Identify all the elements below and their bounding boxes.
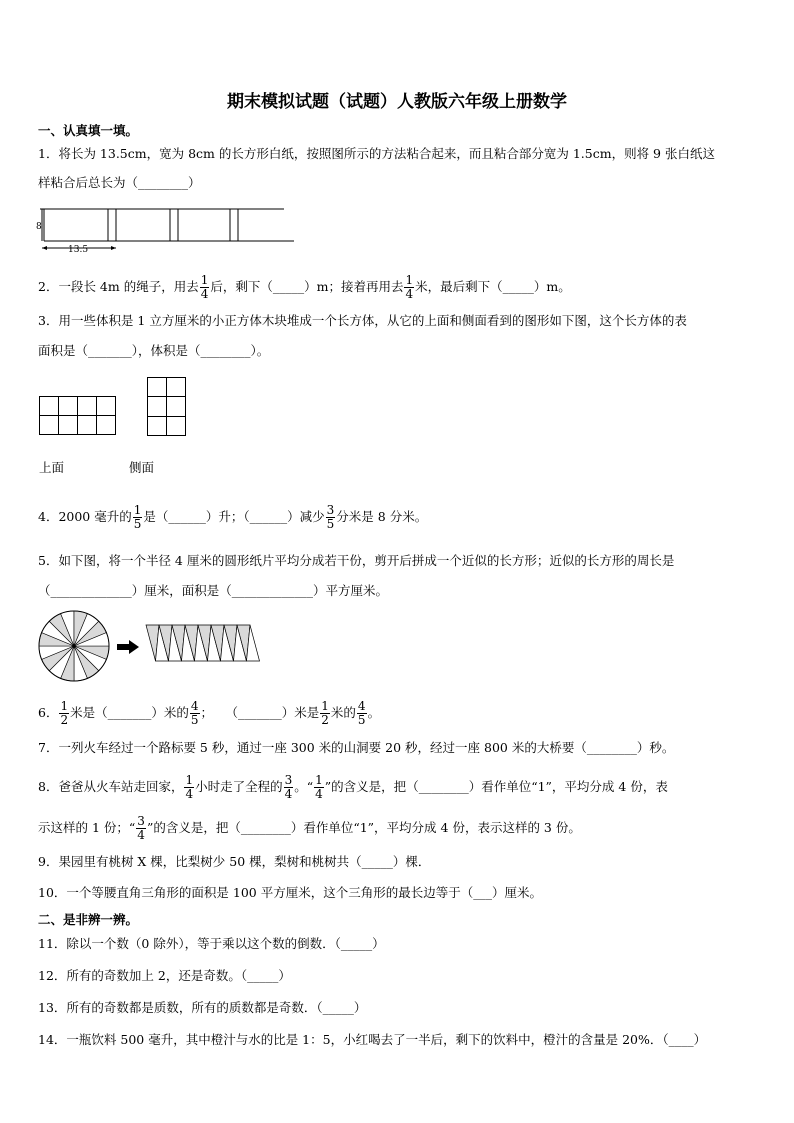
q8-text-b: 小时走了全程的: [195, 779, 283, 794]
section-2-heading: 二、是非辨一辨。: [38, 912, 139, 927]
rearranged-rectangle-figure: [144, 623, 260, 663]
circle-sector-figure: [36, 608, 116, 688]
question-5-line-2: （_____________）厘米，面积是（_____________）平方厘米。: [38, 583, 389, 598]
q8-text-c: 。“: [294, 779, 314, 794]
q8-text-a: 8．爸爸从火车站走回家，: [38, 779, 184, 794]
arrow-icon: [117, 640, 141, 654]
q4-text-a: 4．2000 毫升的: [38, 509, 132, 524]
q8-text-f: ”的含义是，把（________）看作单位“1”，平均分成 4 份，表示这样的 3 份。: [146, 820, 581, 835]
question-3-line-2: 面积是（_______），体积是（________）。: [38, 343, 270, 358]
fraction: $\frac{3}{4}$: [284, 773, 293, 801]
fraction: $\frac{1}{4}$: [315, 773, 323, 801]
q8-text-e: 示这样的 1 份；“: [38, 820, 136, 835]
question-4: [38, 504, 427, 531]
page-title: 期末模拟试题（试题）人教版六年级上册数学: [227, 92, 567, 112]
q6-text-b: 米是（_______）米的: [70, 705, 189, 720]
fraction: $\frac{1}{5}$: [133, 503, 142, 531]
paper-strips-figure: [36, 205, 296, 255]
fraction: $\frac{4}{5}$: [190, 699, 199, 727]
fraction: $\frac{3}{4}$: [137, 814, 145, 842]
question-7: 7．一列火车经过一个路标要 5 秒，通过一座 300 米的山洞要 20 秒，经过一座 800 米的大桥要（________）秒。: [38, 740, 675, 755]
q2-text-a: 2．一段长 4m 的绳子，用去: [38, 279, 199, 294]
q6-text-c: ； （_______）米是: [200, 705, 320, 720]
side-view-grid: [147, 377, 189, 439]
question-2: [38, 274, 571, 301]
q8-text-d: ”的含义是，把（________）看作单位“1”，平均分成 4 份，表: [324, 779, 668, 794]
fraction: $\frac{3}{5}$: [326, 503, 335, 531]
question-10: 10．一个等腰直角三角形的面积是 100 平方厘米，这个三角形的最长边等于（___）厘米。: [38, 885, 542, 900]
question-14: 14．一瓶饮料 500 毫升，其中橙汁与水的比是 1：5，小红喝去了一半后，剩下的饮料中，橙汁的含量是 20%．（____）: [38, 1032, 707, 1047]
q6-text-d: 米的: [330, 705, 356, 720]
question-8-line-2: [38, 815, 581, 842]
q4-text-c: 分米是 8 分米。: [336, 509, 428, 524]
fraction: $\frac{4}{5}$: [357, 699, 366, 727]
figure-height-label: 8: [36, 222, 42, 232]
question-8-line-1: [38, 774, 668, 801]
top-view-grid: [39, 396, 119, 436]
q2-text-b: 后，剩下（_____）m；接着再用去: [210, 279, 404, 294]
question-12: 12．所有的奇数加上 2，还是奇数。（_____）: [38, 968, 291, 983]
q4-text-b: 是（______）升；（______）减少: [143, 509, 325, 524]
fraction: $\frac{1}{2}$: [321, 699, 329, 727]
q6-text-a: 6．: [38, 705, 59, 720]
fraction: $\frac{1}{2}$: [60, 699, 69, 727]
side-view-caption: 侧面: [129, 460, 155, 475]
question-6: [38, 700, 380, 727]
q2-text-c: 米，最后剩下（_____）m。: [415, 279, 571, 294]
fraction: $\frac{1}{4}$: [405, 273, 414, 301]
section-1-heading: 一、认真填一填。: [38, 123, 139, 138]
q6-text-e: 。: [367, 705, 381, 720]
question-5-line-1: 5．如下图，将一个半径 4 厘米的圆形纸片平均分成若干份，剪开后拼成一个近似的长方形；近似的长方形的周长是: [38, 553, 675, 568]
question-13: 13．所有的奇数都是质数，所有的质数都是奇数．（_____）: [38, 1000, 367, 1015]
question-1-line-1: 1．将长为 13.5cm，宽为 8cm 的长方形白纸，按照图所示的方法粘合起来，而且粘合部分宽为 1.5cm，则将 9 张白纸这: [38, 146, 715, 161]
question-1-line-2: 样粘合后总长为（________）: [38, 175, 201, 190]
fraction: $\frac{1}{4}$: [185, 773, 194, 801]
top-view-caption: 上面: [39, 460, 65, 475]
question-3-line-1: 3．用一些体积是 1 立方厘米的小正方体木块堆成一个长方体，从它的上面和侧面看到的图形如下图，这个长方体的表: [38, 313, 687, 328]
question-11: 11．除以一个数（0 除外），等于乘以这个数的倒数．（_____）: [38, 936, 385, 951]
fraction: $\frac{1}{4}$: [200, 273, 209, 301]
figure-width-label: 13.5: [68, 245, 89, 255]
question-9: 9．果园里有桃树 X 棵，比梨树少 50 棵，梨树和桃树共（_____）棵．: [38, 854, 431, 869]
